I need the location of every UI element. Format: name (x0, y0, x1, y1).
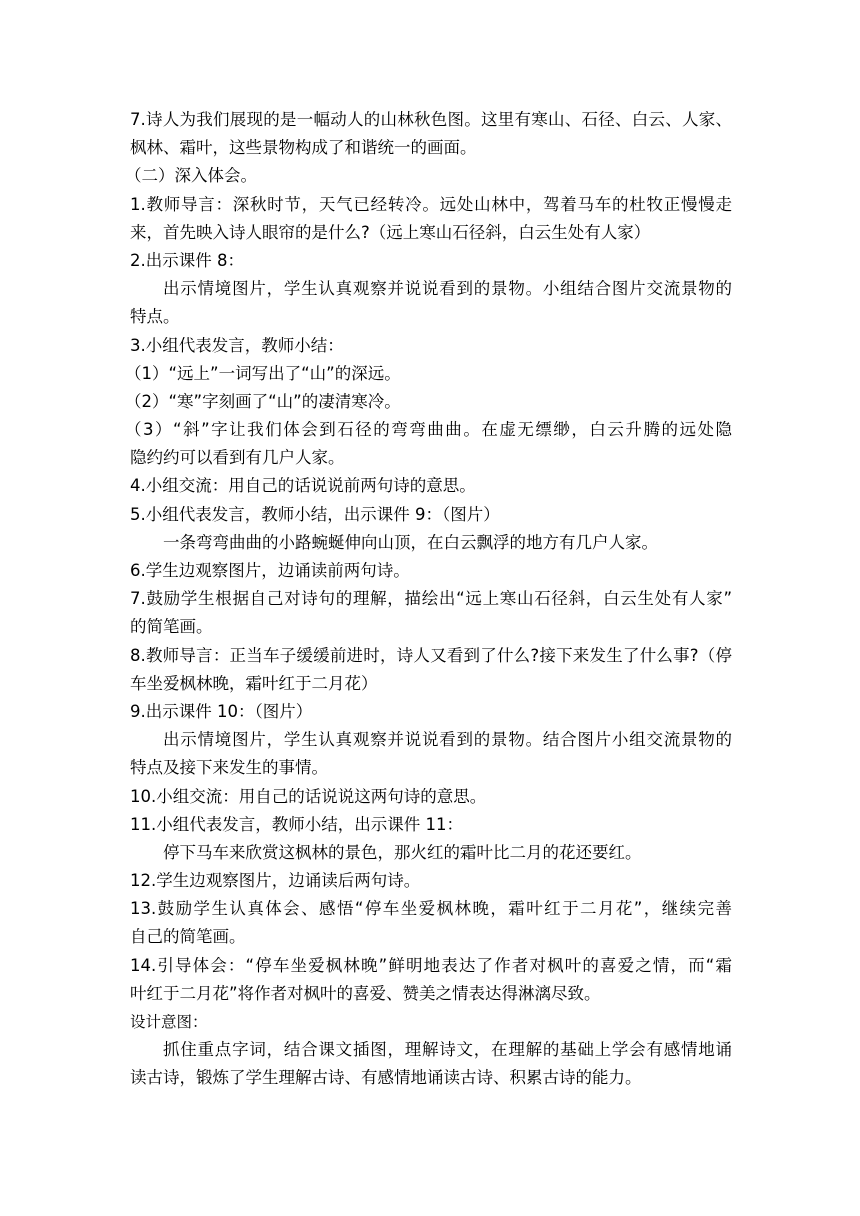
text-line: （二）深入体会。 (125, 166, 257, 186)
text-line: 3.小组代表发言，教师小结： (130, 335, 344, 355)
text-line: 14.引导体会：“停车坐爱枫林晚”鲜明地表达了作者对枫叶的喜爱之情，而“霜 (130, 955, 732, 975)
text-line: 7.鼓励学生根据自己对诗句的理解，描绘出“远上寒山石径斜，白云生处有人家” (130, 589, 732, 609)
text-line: （1）“远上”一词写出了“山”的深远。 (125, 363, 401, 383)
text-line: 8.教师导言：正当车子缓缓前进时，诗人又看到了什么?接下来发生了什么事?（停 (130, 645, 732, 665)
text-line: （3）“斜”字让我们体会到石径的弯弯曲曲。在虚无缥缈，白云升腾的远处隐 (125, 420, 732, 440)
text-line: 隐约约可以看到有几户人家。 (130, 448, 345, 468)
text-line: 2.出示课件 8： (130, 250, 244, 270)
text-line: 13.鼓励学生认真体会、感悟“停车坐爱枫林晚，霜叶红于二月花”，继续完善 (130, 899, 732, 919)
text-line: 枫林、霜叶，这些景物构成了和谐统一的画面。 (130, 138, 477, 158)
text-line: 出示情境图片，学生认真观察并说说看到的景物。小组结合图片交流景物的 (163, 279, 732, 299)
text-line: 一条弯弯曲曲的小路蜿蜒伸向山顶，在白云飘浮的地方有几户人家。 (163, 532, 658, 552)
text-line: 7.诗人为我们展现的是一幅动人的山林秋色图。这里有寒山、石径、白云、人家、 (130, 110, 732, 129)
text-line: （2）“寒”字刻画了“山”的凄清寒冷。 (125, 391, 401, 411)
text-line: 出示情境图片，学生认真观察并说说看到的景物。结合图片小组交流景物的 (163, 730, 732, 750)
text-line: 叶红于二月花”将作者对枫叶的喜爱、赞美之情表达得淋漓尽致。 (130, 983, 601, 1003)
text-line: 1.教师导言：深秋时节，天气已经转冷。远处山林中，驾着马车的杜牧正慢慢走 (130, 194, 732, 214)
text-line: 6.学生边观察图片，边诵读前两句诗。 (130, 561, 410, 580)
text-line: 9.出示课件 10：（图片） (130, 701, 313, 721)
text-line: 10.小组交流：用自己的话说说这两句诗的意思。 (130, 786, 487, 806)
text-line: 停下马车来欣赏这枫林的景色，那火红的霜叶比二月的花还要红。 (163, 842, 642, 862)
text-line: 设计意图： (130, 1013, 208, 1031)
text-line: 来，首先映入诗人眼帘的是什么?（远上寒山石径斜，白云生处有人家） (130, 222, 651, 242)
text-line: 4.小组交流：用自己的话说说前两句诗的意思。 (130, 476, 476, 496)
text-line: 自己的简笔画。 (130, 927, 246, 947)
text-line: 的简笔画。 (130, 617, 213, 637)
text-line: 车坐爱枫林晚，霜叶红于二月花） (130, 673, 378, 693)
document-body (125, 106, 732, 1093)
text-line: 11.小组代表发言，教师小结，出示课件 11： (130, 814, 463, 834)
text-line: 5.小组代表发言，教师小结，出示课件 9：（图片） (130, 504, 500, 524)
text-line: 读古诗，锻炼了学生理解古诗、有感情地诵读古诗、积累古诗的能力。 (130, 1068, 642, 1088)
text-line: 特点。 (130, 307, 180, 327)
text-line: 特点及接下来发生的事情。 (130, 758, 328, 778)
text-line: 12.学生边观察图片，边诵读后两句诗。 (130, 871, 421, 891)
text-line: 抓住重点字词，结合课文插图，理解诗文，在理解的基础上学会有感情地诵 (163, 1040, 732, 1060)
